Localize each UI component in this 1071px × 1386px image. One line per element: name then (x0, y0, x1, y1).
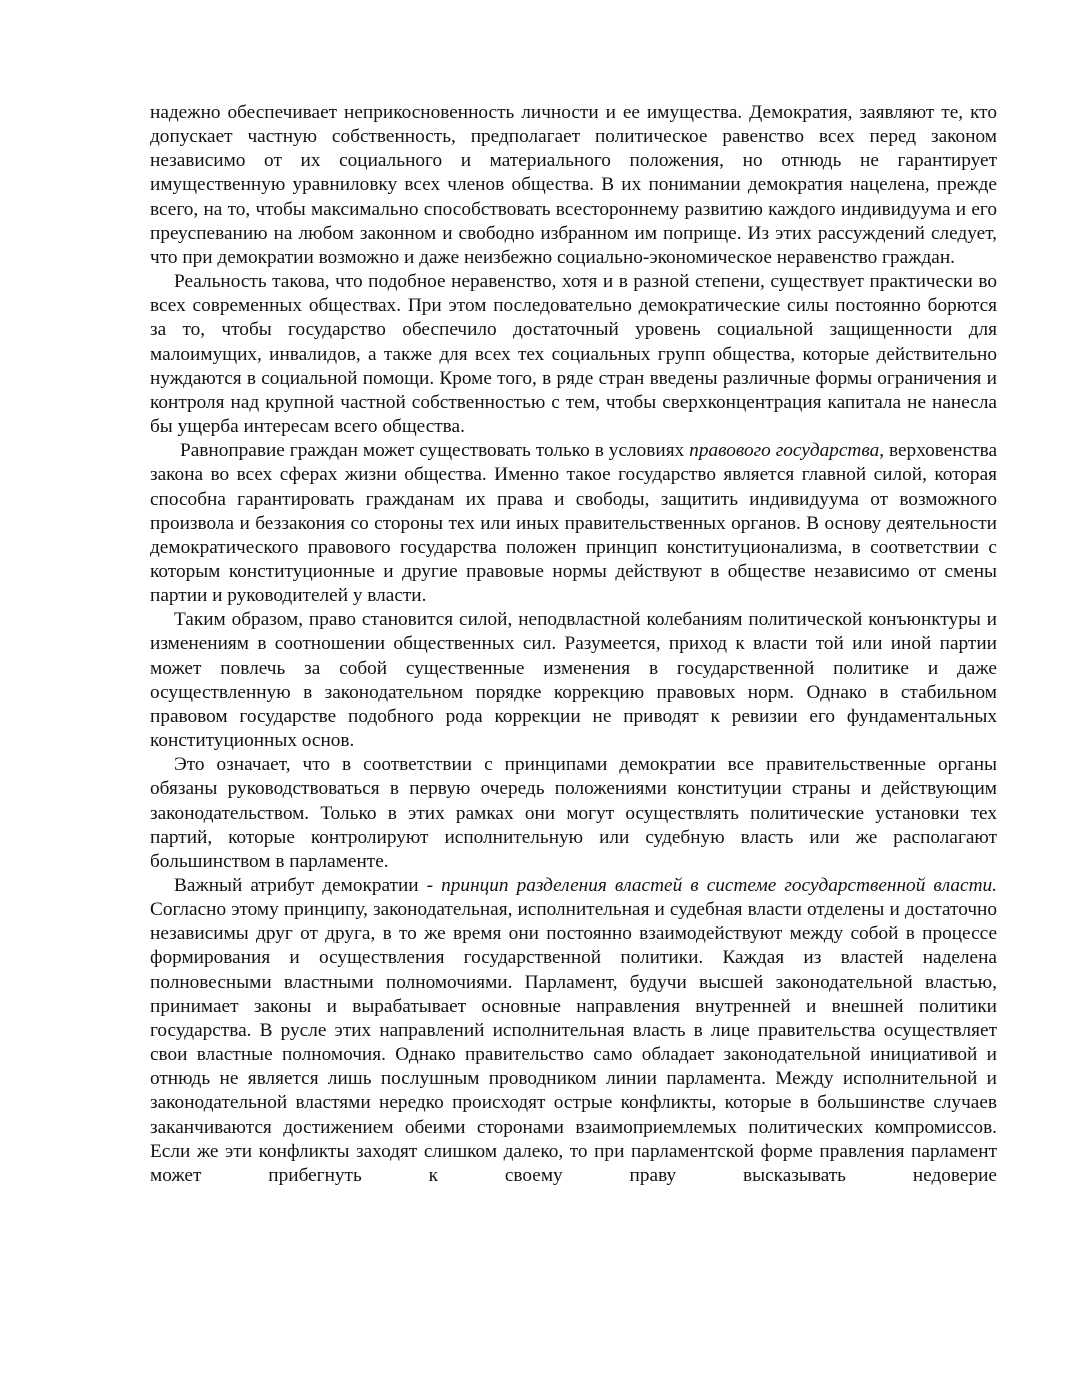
paragraph-6-start: Важный атрибут демократии - (174, 875, 442, 896)
paragraph-1: надежно обеспечивает неприкосновенность личности и ее имущества. Демократия, заявляют те, кто допускает частную собственность, предполагает политическое равенство всех перед законом независимо от их социального и материального положения, но отнюдь не гарантирует имущественную уравниловку всех членов общества. В их понимании демократия нацелена, прежде всего, на то, чтобы максимально способствовать всестороннему развитию каждого индивидуума и его преуспеванию на любом законном и свободно избранном им поприще. Из этих рассуждений следует, что при демократии возможно и даже неизбежно социально-экономическое неравенство граждан. (150, 102, 997, 268)
paragraph-4: Таким образом, право становится силой, неподвластной колебаниям политической конъюнктуры и изменениям в соотношении общественных сил. Разумеется, приход к власти той или иной партии может повлечь за собой существенные изменения в государственной политике и даже осуществленную в законодательном порядке коррекцию правовых норм. Однако в стабильном правовом государстве подобного рода коррекции не приводят к ревизии его фундаментальных конституционных основ. (150, 609, 997, 752)
paragraph-3-end: , верховенства закона во всех сферах жизни общества. Именно такое государство является главной силой, которая способна гарантировать гражданам их права и свободы, защитить индивидуума от возможного произвола и беззакония со стороны тех или иных правительственных органов. В основу деятельности демократического правового государства положен принцип конституционализма, в соответствии с которым конституционные и другие правовые нормы действуют в обществе независимо от смены партии и руководителей у власти. (150, 440, 997, 607)
paragraph-3-start: Равноправие граждан может существовать только в условиях (180, 440, 690, 462)
paragraph-5: Это означает, что в соответствии с принципами демократии все правительственные органы обязаны руководствоваться в первую очередь положениями конституции страны и действующим законодательством. Только в этих рамках они могут осуществлять политические установки тех партий, которые контролируют исполнительную или судебную власть или же располагают большинством в парламенте. (150, 754, 997, 872)
emphasis-separation-of-powers: принцип разделения властей в системе государственной власти. (441, 875, 997, 896)
paragraph-6 (150, 874, 997, 1188)
paragraph-3 (150, 439, 997, 608)
paragraph-6-end: Согласно этому принципу, законодательная, исполнительная и судебная власти отделены и достаточно независимы друг от друга, в то же время они постоянно взаимодействуют между собой в процессе формирования и осуществления государственной политики. Каждая из властей наделена полновесными властными полномочиями. Парламент, будучи высшей законодательной властью, принимает законы и вырабатывает основные направления внутренней и внешней политики государства. В русле этих направлений исполнительная власть в лице правительства осуществляет свои властные полномочия. Однако правительство само обладает законодательной инициативой и отнюдь не является лишь послушным проводником линии парламента. Между исполнительной и законодательной властями нередко происходят острые конфликты, которые в большинстве случаев заканчиваются достижением обеими сторонами взаимоприемлемых политических компромиссов. Если же эти конфликты заходят слишком далеко, то при парламентской форме правления парламент может прибегнуть к своему праву высказывать недоверие (150, 899, 997, 1186)
paragraph-2: Реальность такова, что подобное неравенство, хотя и в разной степени, существует практически во всех современных обществах. При этом последовательно демократические силы постоянно борются за то, чтобы государство обеспечило достаточный уровень социальной защищенности для малоимущих, инвалидов, а также для всех тех социальных групп общества, которые действительно нуждаются в социальной помощи. Кроме того, в ряде стран введены различные формы ограничения и контроля над крупной частной собственностью с тем, чтобы сверхконцентрация капитала не нанесла бы ущерба интересам всего общества. (150, 271, 997, 438)
document-page (150, 101, 997, 1188)
emphasis-rule-of-law-state: правового государства (689, 440, 880, 462)
